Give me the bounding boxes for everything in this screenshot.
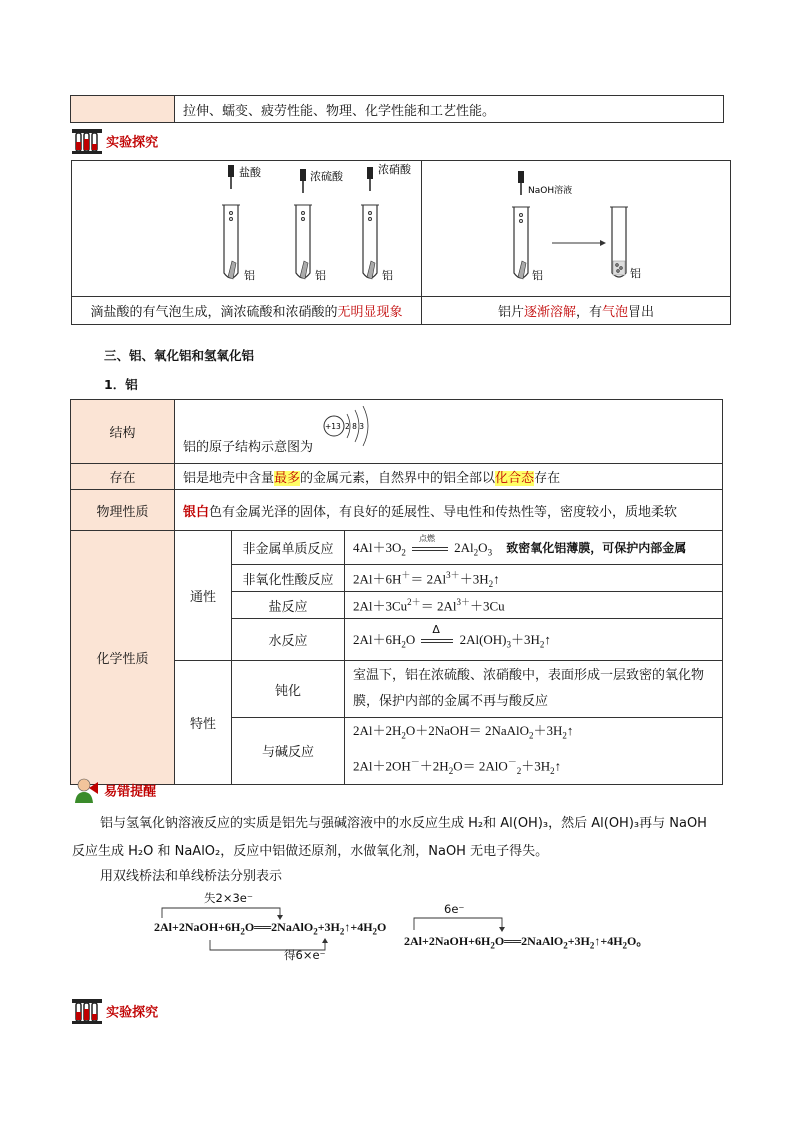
general-label: 通性 (175, 531, 232, 661)
label-naoh: NaOH溶液 (528, 186, 573, 196)
right-caption: 铝片逐渐溶解，有气泡冒出 (422, 297, 731, 325)
row-name-5: 与碱反应 (232, 718, 345, 785)
gain-electrons-label: 得6×e⁻ (284, 948, 326, 962)
eq-nonmetal: $4Al+3O_2$ 点燃 $2Al_2O_3$ 致密氧化铝薄膜，可保护内部金属 (345, 531, 723, 565)
single-bridge-equation (402, 900, 682, 950)
label-al-4: 铝 (532, 269, 543, 282)
section-title: 实验探究 (106, 135, 159, 151)
existence-cell: 铝是地壳中含量最多的金属元素，自然界中的铝全部以化合态存在 (175, 464, 723, 490)
existence-label: 存在 (71, 464, 175, 490)
eq-base: $2Al+2H_2O+2NaOH=$ $2NaAlO_2+3H_2↑$ $2Al+2OH^-+2H_2O=$ $2AlO^-_2+3H_2↑$ (345, 718, 723, 785)
acid-tubes-diagram (72, 161, 421, 292)
row-name-1: 非氧化性酸反应 (232, 565, 345, 592)
label-al-5: 铝 (630, 267, 641, 280)
structure-label: 结构 (71, 400, 175, 464)
naoh-diagram (422, 161, 730, 292)
eq-acid: $2Al+6H^+= 2Al^{3+}+3H_2↑$ (345, 565, 723, 592)
physical-label: 物理性质 (71, 490, 175, 531)
section-title-2: 实验探究 (106, 1005, 159, 1021)
top-row-text: 拉伸、蠕变、疲劳性能、物理、化学性能和工艺性能。 (175, 96, 724, 123)
double-bridge-equation (150, 888, 410, 963)
label-hno3: 浓硝酸 (378, 163, 411, 176)
row-name-0: 非金属单质反应 (232, 531, 345, 565)
structure-text: 铝的原子结构示意图为 (183, 440, 314, 455)
passivation-text: 室温下，铝在浓硫酸、浓硝酸中，表面形成一层致密的氧化物膜，保护内部的金属不再与酸反应 (345, 661, 723, 718)
warning-person-icon (72, 776, 100, 804)
tube-hcl (222, 165, 240, 279)
physical-cell: 银白色有金属光泽的固体，有良好的延展性、导电性和传热性等，密度较小，质地柔软 (175, 490, 723, 531)
lose-electrons-label: 失2×3e⁻ (204, 891, 253, 905)
top-table (70, 95, 724, 123)
aluminum-table (70, 399, 723, 785)
test-tubes-icon (72, 127, 102, 155)
atom-nucleus: +13 (325, 422, 341, 431)
special-label: 特性 (175, 661, 232, 785)
heading-section-3: 三、铝、氧化铝和氢氧化铝 (104, 348, 255, 363)
tube-h2so4 (294, 169, 312, 279)
experiment-right-figure (422, 161, 731, 297)
atom-shells: 2 8 3 (345, 422, 365, 431)
single-bridge-eq-text: $2Al+2NaOH+6H_2O══2NaAlO_2+3H_2↑+4H_2O$。 (404, 934, 649, 951)
tip-paragraph-2: 用双线桥法和单线桥法分别表示 (100, 869, 283, 884)
section-experiment-header (72, 127, 158, 155)
tube-hno3 (361, 167, 379, 279)
left-caption: 滴盐酸的有气泡生成，滴浓硫酸和浓硝酸的无明显现象 (72, 297, 422, 325)
label-hcl: 盐酸 (239, 166, 261, 179)
row-name-2: 盐反应 (232, 592, 345, 619)
eq-water: $2Al+6H_2O$ Δ $2Al(OH)_3+3H_2↑$ (345, 619, 723, 661)
chemical-label: 化学性质 (71, 531, 175, 785)
heading-aluminum: 1．铝 (104, 377, 138, 392)
single-electrons-label: 6e⁻ (444, 902, 465, 916)
double-bridge-eq-text: $2Al+2NaOH+6H_2O══2NaAlO_2+3H_2↑+4H_2O$ (154, 920, 387, 937)
test-tubes-icon (72, 997, 102, 1025)
top-row-header-cell (71, 96, 175, 123)
tip-paragraph-1: 铝与氢氧化钠溶液反应的实质是铝先与强碱溶液中的水反应生成 H₂和 Al(OH)₃，然后 Al(OH)₃再与 NaOH 反应生成 H₂O 和 NaAlO₂，反应中铝做还原剂，水做氧化剂，NaOH 无电子得失。 (72, 816, 707, 859)
row-name-3: 水反应 (232, 619, 345, 661)
atom-structure-diagram (323, 406, 383, 450)
tip-header (72, 776, 156, 804)
label-al-2: 铝 (315, 269, 326, 282)
experiment-left-figure (72, 161, 422, 297)
tube-result (610, 207, 628, 277)
section-experiment-header-2 (72, 997, 158, 1025)
label-h2so4: 浓硫酸 (310, 170, 343, 183)
tip-title: 易错提醒 (104, 784, 157, 800)
eq-salt: $2Al+3Cu^{2+}= 2Al^{3+}+3Cu$ (345, 592, 723, 619)
label-al-1: 铝 (244, 269, 255, 282)
row-name-4: 钝化 (232, 661, 345, 718)
label-al-3: 铝 (382, 269, 393, 282)
experiment-table (71, 160, 731, 325)
structure-cell (175, 400, 723, 464)
